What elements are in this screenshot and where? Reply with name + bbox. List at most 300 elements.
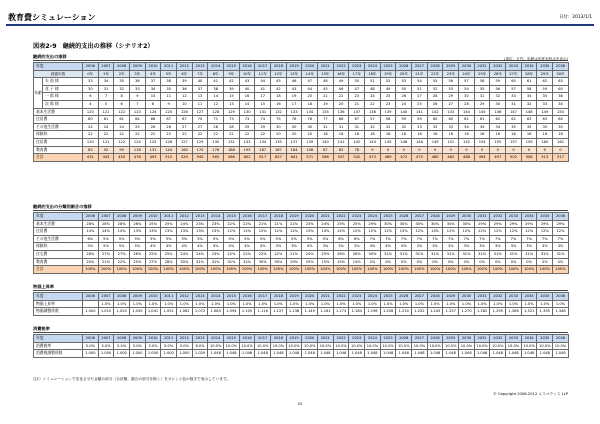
value-cell: 24%	[177, 250, 193, 258]
year-cell: 2019	[286, 335, 302, 343]
value-cell: 1.245	[427, 308, 443, 316]
value-cell: 21%	[286, 220, 302, 228]
value-cell: 142	[427, 108, 443, 116]
value-cell: 1.196	[365, 308, 381, 316]
age-cell: 13	[192, 93, 208, 101]
value-cell: 14%	[114, 228, 130, 236]
value-cell: 61	[459, 116, 475, 124]
value-cell: 67	[349, 116, 365, 124]
value-cell: 12%	[271, 228, 287, 236]
value-cell: 1.295	[490, 308, 506, 316]
value-cell: 1.0%	[98, 300, 114, 308]
value-cell: 187	[271, 146, 287, 154]
value-cell: 138	[365, 108, 381, 116]
age-cell: 47	[302, 78, 318, 86]
elapsed-year-cell: 9年	[224, 70, 240, 78]
age-cell: 36	[177, 85, 193, 93]
elapsed-year-cell: 11年	[255, 70, 271, 78]
value-cell: 10.0%	[255, 342, 271, 350]
year-cell: 2034	[521, 63, 537, 71]
value-cell: 16	[459, 131, 475, 139]
value-cell: 16	[490, 131, 506, 139]
value-cell: 1.000	[161, 350, 177, 358]
year-cell: 2015	[224, 213, 240, 221]
value-cell: 21%	[271, 220, 287, 228]
value-cell: 12%	[255, 228, 271, 236]
row-label: 物価調整係数	[34, 308, 83, 316]
value-cell: 480	[427, 154, 443, 162]
value-cell: 25%	[349, 220, 365, 228]
person-label: 花 子 様	[43, 85, 83, 93]
value-cell: 35	[521, 123, 537, 131]
year-cell: 2026	[396, 293, 412, 301]
year-cell: 2009	[130, 335, 146, 343]
year-cell: 2008	[114, 63, 130, 71]
value-cell: 0	[537, 146, 553, 154]
value-cell: 31%	[208, 258, 224, 266]
year-cell: 2030	[459, 63, 475, 71]
year-cell: 2030	[459, 293, 475, 301]
value-cell: 0%	[474, 258, 490, 266]
person-label: 一 郎 様	[43, 93, 83, 101]
year-cell: 2025	[380, 63, 396, 71]
year-cell: 2034	[521, 335, 537, 343]
table-row	[34, 116, 569, 124]
value-cell: 21%	[98, 258, 114, 266]
year-cell: 2020	[302, 293, 318, 301]
value-cell: 13%	[177, 228, 193, 236]
value-cell: 137	[286, 138, 302, 146]
year-cell: 2030	[459, 335, 475, 343]
value-cell: 3%	[271, 243, 287, 251]
value-cell: 85	[83, 146, 99, 154]
year-cell: 2010	[145, 63, 161, 71]
elapsed-year-cell: 23年	[443, 70, 459, 78]
age-cell: 62	[537, 78, 553, 86]
value-cell: 4%	[365, 243, 381, 251]
year-cell: 2035	[537, 293, 553, 301]
year-cell: 2015	[224, 293, 240, 301]
value-cell: 3%	[333, 243, 349, 251]
value-cell: 7%	[537, 235, 553, 243]
value-cell: 0%	[521, 258, 537, 266]
age-cell: 27	[412, 93, 428, 101]
value-cell: 3%	[490, 243, 506, 251]
value-cell: 125	[145, 138, 161, 146]
value-cell: 12%	[459, 228, 475, 236]
row-label: その他生活費	[34, 235, 83, 243]
continuous-expense-table	[33, 62, 569, 162]
year-cell: 2032	[490, 335, 506, 343]
value-cell: 14%	[98, 228, 114, 236]
age-cell: 42	[271, 85, 287, 93]
value-cell: 1.030	[130, 308, 146, 316]
table-row	[34, 350, 569, 358]
value-cell: 23%	[302, 220, 318, 228]
table-row	[34, 220, 569, 228]
value-cell: 7%	[365, 235, 381, 243]
value-cell: 67	[161, 116, 177, 124]
year-cell: 2020	[302, 335, 318, 343]
value-cell: 140	[396, 108, 412, 116]
value-cell: 27%	[98, 250, 114, 258]
value-cell: 4%	[177, 243, 193, 251]
age-cell: 50	[396, 85, 412, 93]
value-cell: 100%	[521, 266, 537, 274]
age-cell: 42	[224, 78, 240, 86]
age-cell: 60	[506, 78, 522, 86]
age-cell: 4	[83, 100, 99, 108]
value-cell: 147	[506, 108, 522, 116]
value-cell: 108	[302, 146, 318, 154]
value-cell: 7%	[506, 235, 522, 243]
value-cell: 30%	[443, 220, 459, 228]
value-cell: 22%	[114, 258, 130, 266]
year-cell: 2024	[365, 213, 381, 221]
elapsed-year-cell: 27年	[506, 70, 522, 78]
value-cell: 31%	[427, 250, 443, 258]
value-cell: 4%	[380, 243, 396, 251]
value-cell: 141	[333, 138, 349, 146]
value-cell: 10.0%	[239, 342, 255, 350]
value-cell: 135	[271, 138, 287, 146]
value-cell: 0	[490, 146, 506, 154]
value-cell: 3%	[318, 243, 334, 251]
value-cell: 6%	[83, 235, 99, 243]
value-cell: 120	[83, 138, 99, 146]
elapsed-year-cell: 5年	[161, 70, 177, 78]
value-cell: 29%	[474, 220, 490, 228]
age-cell: 43	[286, 85, 302, 93]
value-cell: 73	[224, 116, 240, 124]
year-cell: 2012	[177, 213, 193, 221]
value-cell: 7%	[459, 235, 475, 243]
age-cell: 18	[271, 93, 287, 101]
value-cell: 33	[443, 123, 459, 131]
value-cell: 0%	[380, 258, 396, 266]
age-cell: 9	[161, 100, 177, 108]
value-cell: 4%	[192, 243, 208, 251]
value-cell: 1.048	[396, 350, 412, 358]
value-cell: 100%	[286, 266, 302, 274]
value-cell: 10.0%	[318, 342, 334, 350]
value-cell: 18	[318, 131, 334, 139]
value-cell: 146	[490, 108, 506, 116]
age-cell: 59	[490, 78, 506, 86]
value-cell: 476	[130, 154, 146, 162]
value-cell: 135	[318, 108, 334, 116]
value-cell: 1.0%	[349, 300, 365, 308]
value-cell: 13%	[145, 228, 161, 236]
table-row	[34, 342, 569, 350]
value-cell: 26%	[333, 250, 349, 258]
value-cell: 0	[506, 146, 522, 154]
value-cell: 1.048	[224, 350, 240, 358]
age-cell: 46	[333, 85, 349, 93]
value-cell: 31%	[192, 258, 208, 266]
value-cell: 25%	[145, 220, 161, 228]
total-row	[34, 154, 569, 162]
value-cell: 31%	[553, 250, 569, 258]
table-row	[34, 258, 569, 266]
age-cell: 26	[396, 93, 412, 101]
value-cell: 25%	[333, 220, 349, 228]
age-cell: 31	[474, 93, 490, 101]
value-cell: 30%	[255, 258, 271, 266]
value-cell: 1.282	[474, 308, 490, 316]
value-cell: 139	[302, 138, 318, 146]
age-cell: 52	[380, 78, 396, 86]
value-cell: 22	[255, 131, 271, 139]
value-cell: 20	[271, 131, 287, 139]
value-cell: 1.0%	[412, 300, 428, 308]
value-cell: 148	[521, 108, 537, 116]
age-cell: 18	[302, 100, 318, 108]
value-cell: 100%	[474, 266, 490, 274]
row-label: その他生活費	[34, 123, 83, 131]
value-cell: 13%	[192, 228, 208, 236]
value-cell: 1.0%	[255, 300, 271, 308]
age-cell: 50	[349, 78, 365, 86]
value-cell: 1.0%	[145, 300, 161, 308]
value-cell: 10.0%	[224, 342, 240, 350]
year-cell: 2007	[98, 293, 114, 301]
value-cell: 26%	[349, 250, 365, 258]
age-cell: 37	[145, 78, 161, 86]
age-cell: 10	[177, 100, 193, 108]
year-cell: 2027	[412, 293, 428, 301]
value-cell: 31	[333, 123, 349, 131]
year-cell: 2013	[192, 335, 208, 343]
age-cell: 45	[318, 85, 334, 93]
year-cell: 2014	[208, 293, 224, 301]
year-cell: 2025	[380, 213, 396, 221]
value-cell: 184	[286, 146, 302, 154]
year-header-row	[34, 63, 569, 71]
value-cell: 5%	[192, 235, 208, 243]
value-cell: 4%	[145, 243, 161, 251]
value-cell: 12%	[380, 228, 396, 236]
value-cell: 58	[380, 116, 396, 124]
year-cell: 2019	[286, 293, 302, 301]
value-cell: 59	[396, 116, 412, 124]
value-cell: 15%	[333, 258, 349, 266]
value-cell: 24	[98, 123, 114, 131]
value-cell: 24%	[302, 250, 318, 258]
value-cell: 483	[443, 154, 459, 162]
value-cell: 13%	[427, 228, 443, 236]
value-cell: 5%	[255, 235, 271, 243]
year-cell: 2036	[553, 293, 569, 301]
value-cell: 12%	[474, 228, 490, 236]
value-cell: 13%	[208, 228, 224, 236]
value-cell: 7%	[380, 235, 396, 243]
year-cell: 2035	[537, 63, 553, 71]
value-cell: 18	[349, 131, 365, 139]
value-cell: 493	[145, 154, 161, 162]
age-cell: 61	[521, 78, 537, 86]
value-cell: 100%	[255, 266, 271, 274]
value-cell: 508	[521, 154, 537, 162]
value-cell: 14%	[83, 228, 99, 236]
age-cell: 63	[553, 78, 569, 86]
age-cell: 46	[286, 78, 302, 86]
value-cell: 28%	[114, 220, 130, 228]
value-cell: 10.0%	[365, 342, 381, 350]
app-title: 教育費シミュレーション	[8, 13, 96, 22]
age-cell: 20	[333, 100, 349, 108]
value-cell: 62	[506, 116, 522, 124]
year-cell: 2036	[553, 63, 569, 71]
value-cell: 125	[161, 108, 177, 116]
value-cell: 32%	[239, 258, 255, 266]
value-cell: 1.000	[145, 350, 161, 358]
age-cell: 24	[365, 93, 381, 101]
value-cell: 22	[192, 131, 208, 139]
value-cell: 10.0%	[521, 342, 537, 350]
value-cell: 28	[208, 123, 224, 131]
value-cell: 1.0%	[130, 300, 146, 308]
year-cell: 2032	[490, 63, 506, 71]
age-cell: 16	[239, 93, 255, 101]
age-cell: 55	[474, 85, 490, 93]
age-cell: 31	[506, 100, 522, 108]
value-cell: 157	[506, 138, 522, 146]
year-cell: 2007	[98, 63, 114, 71]
value-cell: 87	[318, 146, 334, 154]
value-cell: 100%	[349, 266, 365, 274]
person-label: 次 郎 様	[43, 100, 83, 108]
value-cell: 100%	[114, 266, 130, 274]
value-cell: 12%	[349, 228, 365, 236]
value-cell: 122	[114, 138, 130, 146]
year-cell: 2029	[443, 63, 459, 71]
value-cell: 63	[521, 116, 537, 124]
year-cell: 2011	[161, 335, 177, 343]
section-title-price: 物価上昇率	[33, 284, 54, 289]
value-cell: 150	[553, 108, 569, 116]
value-cell: 545	[192, 154, 208, 162]
age-cell: 17	[286, 100, 302, 108]
year-cell: 2021	[318, 293, 334, 301]
year-cell: 2029	[443, 335, 459, 343]
table-row	[34, 138, 569, 146]
value-cell: 28%	[83, 220, 99, 228]
value-cell: 7%	[490, 235, 506, 243]
expense-share-table	[33, 212, 569, 274]
elapsed-year-cell: 7年	[192, 70, 208, 78]
age-cell: 21	[318, 93, 334, 101]
value-cell: 3%	[427, 243, 443, 251]
value-cell: 502	[506, 154, 522, 162]
value-cell: 10.0%	[443, 342, 459, 350]
year-cell: 2016	[239, 335, 255, 343]
year-label: 年度	[34, 293, 83, 301]
value-cell: 12%	[443, 228, 459, 236]
value-cell: 18	[333, 131, 349, 139]
value-cell: 30	[302, 123, 318, 131]
value-cell: 5%	[239, 235, 255, 243]
year-header-row	[34, 213, 569, 221]
value-cell: 64	[553, 116, 569, 124]
value-cell: 5%	[114, 235, 130, 243]
table-row	[34, 146, 569, 154]
value-cell: 76	[302, 116, 318, 124]
value-cell: 29%	[506, 220, 522, 228]
year-cell: 2014	[208, 213, 224, 221]
age-cell: 57	[506, 85, 522, 93]
value-cell: 137	[349, 108, 365, 116]
age-cell: 27	[443, 100, 459, 108]
value-cell: 19%	[302, 258, 318, 266]
year-cell: 2018	[271, 293, 287, 301]
value-cell: 1.149	[302, 308, 318, 316]
value-cell: 469	[380, 154, 396, 162]
value-cell: 29%	[553, 220, 569, 228]
age-cell: 49	[380, 85, 396, 93]
value-cell: 121	[98, 138, 114, 146]
value-cell: 1.0%	[443, 300, 459, 308]
consumption-tax-table	[33, 334, 569, 358]
table-row	[34, 308, 569, 316]
elapsed-year-cell: 14年	[302, 70, 318, 78]
elapsed-year-cell: 1年	[98, 70, 114, 78]
value-cell: 124	[145, 108, 161, 116]
value-cell: 32%	[224, 258, 240, 266]
value-cell: 30	[271, 123, 287, 131]
age-cell: 5	[98, 100, 114, 108]
value-cell: 100%	[553, 266, 569, 274]
year-cell: 2008	[114, 213, 130, 221]
year-cell: 2013	[192, 63, 208, 71]
value-cell: 145	[380, 138, 396, 146]
elapsed-year-cell: 6年	[177, 70, 193, 78]
year-cell: 2031	[474, 335, 490, 343]
value-cell: 26	[145, 123, 161, 131]
value-cell: 1.072	[192, 308, 208, 316]
age-cell: 14	[208, 93, 224, 101]
age-cell: 24	[396, 100, 412, 108]
value-cell: 641	[286, 154, 302, 162]
value-cell: 31%	[474, 250, 490, 258]
year-cell: 2033	[506, 335, 522, 343]
age-cell: 53	[443, 85, 459, 93]
value-cell: 127	[192, 108, 208, 116]
value-cell: 475	[412, 154, 428, 162]
value-cell: 602	[239, 154, 255, 162]
value-cell: 18	[380, 131, 396, 139]
value-cell: 4%	[224, 243, 240, 251]
age-cell: 49	[333, 78, 349, 86]
age-cell: 6	[83, 93, 99, 101]
value-cell: 57	[365, 116, 381, 124]
age-cell: 51	[412, 85, 428, 93]
value-cell: 5%	[302, 235, 318, 243]
elapsed-year-cell: 3年	[130, 70, 146, 78]
value-cell: 170	[192, 146, 208, 154]
value-cell: 1.048	[302, 350, 318, 358]
value-cell: 1.041	[145, 308, 161, 316]
elapsed-year-cell: 10年	[239, 70, 255, 78]
year-cell: 2007	[98, 335, 114, 343]
value-cell: 31	[349, 123, 365, 131]
value-cell: 18	[396, 131, 412, 139]
year-cell: 2027	[412, 335, 428, 343]
value-cell: 5%	[145, 235, 161, 243]
value-cell: 140	[318, 138, 334, 146]
value-cell: 1.0%	[490, 300, 506, 308]
value-cell: 130	[239, 108, 255, 116]
